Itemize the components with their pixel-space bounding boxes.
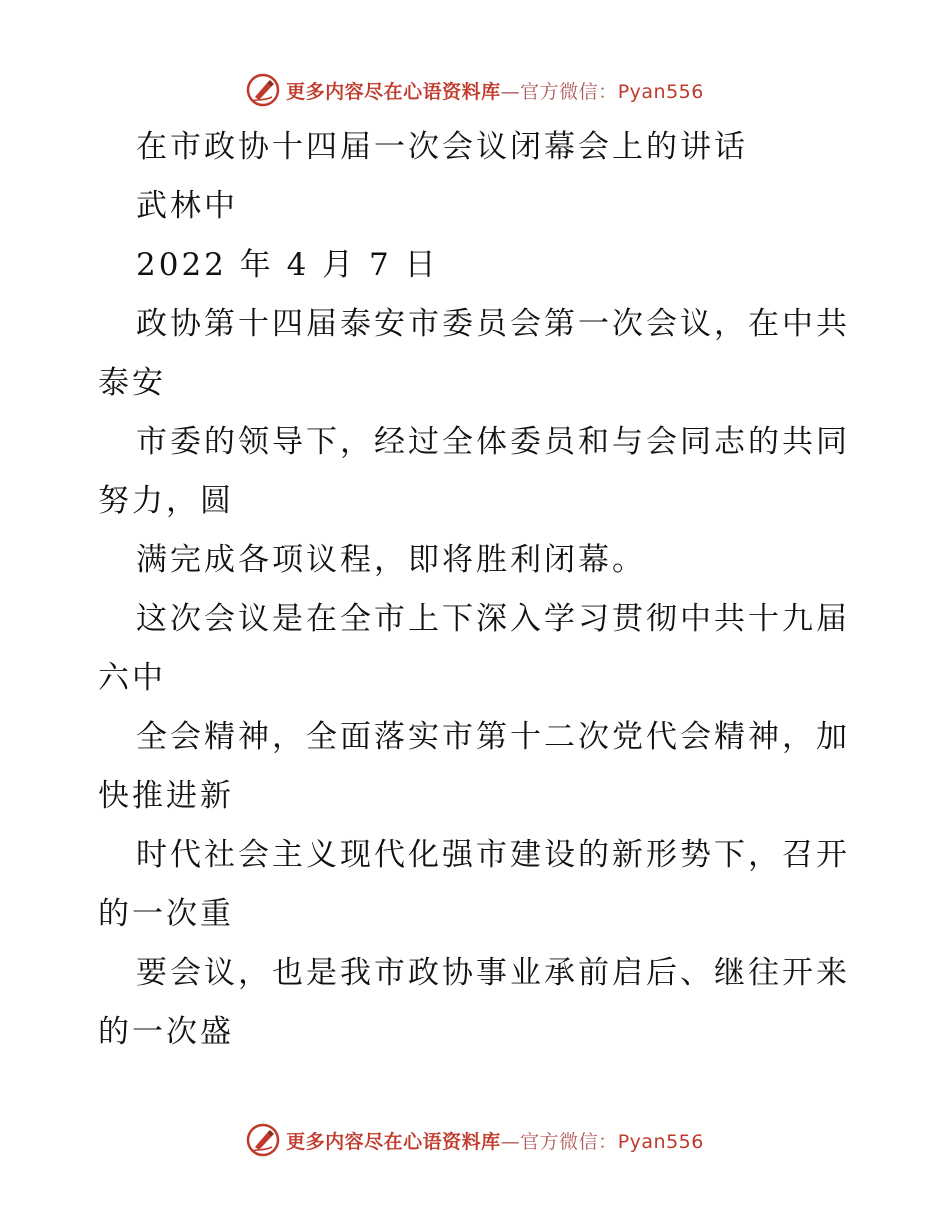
watermark-main: 更多内容尽在心语资料库: [286, 1130, 501, 1153]
text-line: 泰安: [98, 365, 166, 401]
text-line: 的一次重: [98, 896, 234, 932]
text-line: 这次会议是在全市上下深入学习贯彻中共十九届: [136, 601, 850, 637]
text-line: 满完成各项议程，即将胜利闭幕。: [136, 542, 646, 578]
header-watermark: [0, 70, 950, 110]
text-line: 时代社会主义现代化强市建设的新形势下，召开: [136, 837, 850, 873]
watermark-text: [286, 77, 704, 104]
document-date: 2022 年 4 月 7 日: [136, 247, 439, 283]
text-line: 要会议，也是我市政协事业承前启后、继往开来: [136, 955, 850, 991]
watermark-separator: —官方微信：: [500, 80, 618, 103]
text-line: 快推进新: [98, 778, 234, 814]
text-line: 六中: [98, 660, 166, 696]
pen-logo-icon: [246, 73, 280, 107]
watermark-wechat-id: Pyan556: [617, 1130, 704, 1153]
pen-logo-icon: [246, 1123, 280, 1157]
text-line: 全会精神，全面落实市第十二次党代会精神，加: [136, 719, 850, 755]
footer-watermark: [0, 1120, 950, 1160]
text-line: 努力，圆: [98, 483, 234, 519]
watermark-main: 更多内容尽在心语资料库: [286, 80, 501, 103]
document-title: 在市政协十四届一次会议闭幕会上的讲话: [136, 129, 748, 165]
text-line: 市委的领导下，经过全体委员和与会同志的共同: [136, 424, 850, 460]
text-line: 的一次盛: [98, 1014, 234, 1050]
watermark-wechat-id: Pyan556: [617, 80, 704, 103]
watermark-text: [286, 1127, 704, 1154]
watermark-separator: —官方微信：: [500, 1130, 618, 1153]
text-line: 政协第十四届泰安市委员会第一次会议，在中共: [136, 306, 850, 342]
document-body: [98, 118, 858, 1062]
document-author: 武林中: [136, 188, 238, 224]
